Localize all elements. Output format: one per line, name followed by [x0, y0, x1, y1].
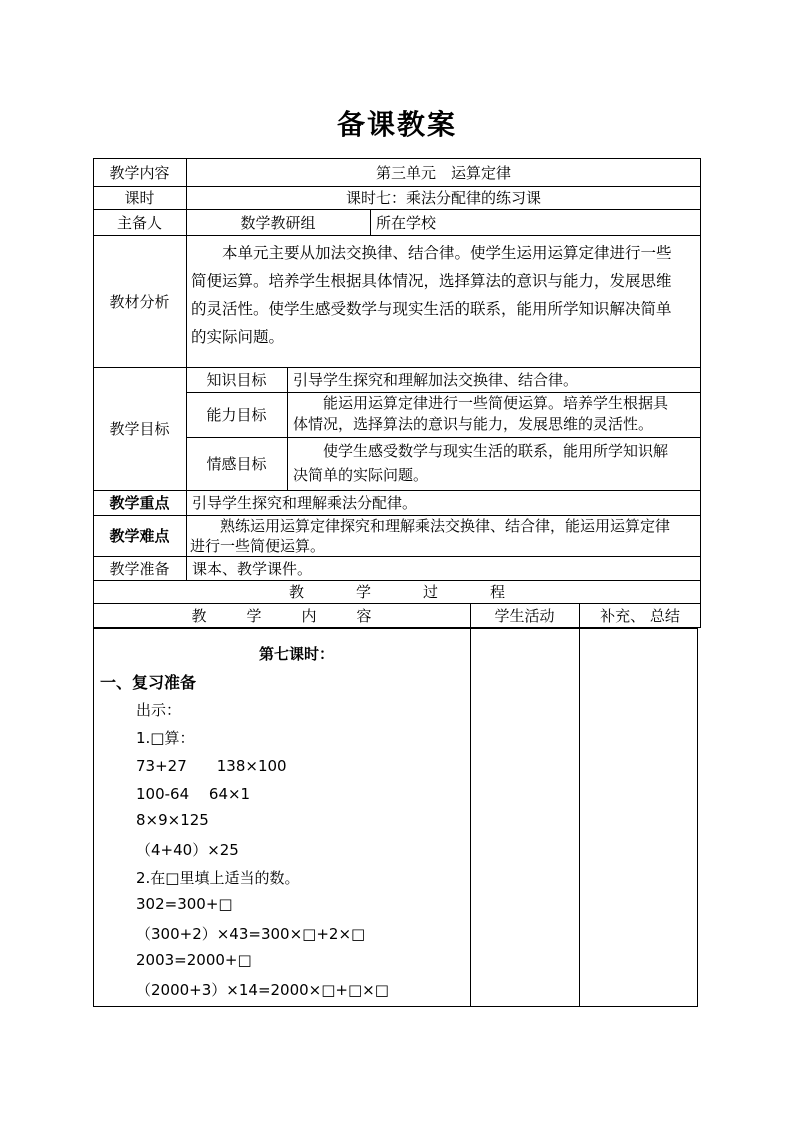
- school-value: [460, 209, 694, 235]
- question-2: 2.在□里填上适当的数。: [136, 869, 300, 887]
- exercise-row: （4+40）×25: [136, 841, 239, 859]
- difficulties-text: 熟练运用运算定律探究和理解乘法交换律、结合律，能运用运算定律 进行一些简便运算。: [190, 517, 671, 555]
- period-value: 课时七：乘法分配律的练习课: [345, 189, 541, 207]
- content-label: 教学内容: [109, 163, 170, 182]
- period-label: 课时: [124, 189, 155, 207]
- exercise-row: 302=300+□: [136, 895, 233, 913]
- content-value: 第三单元 运算定律: [375, 163, 511, 182]
- exercise-row: 2003=2000+□: [136, 951, 252, 969]
- exercise-row: 100-64 64×1: [136, 785, 251, 803]
- preparer-value: 数学教研组: [240, 213, 316, 232]
- school-label: 所在学校: [376, 213, 437, 232]
- key-points-label: 教学重点: [109, 494, 170, 512]
- knowledge-goal-label: 知识目标: [206, 371, 267, 389]
- ability-goal-label: 能力目标: [206, 406, 267, 424]
- preparation-text: 课本、教学课件。: [192, 559, 313, 578]
- emotion-goal-label: 情感目标: [206, 455, 267, 473]
- ability-goal-text: 能运用运算定律进行一些简便运算。培养学生根据具 体情况，选择算法的意识与能力，发展思维的灵活性。: [293, 394, 669, 433]
- preparer-label: 主备人: [116, 213, 162, 232]
- lesson-heading: 第七课时：: [259, 645, 335, 663]
- exercise-row: 8×9×125: [136, 811, 209, 829]
- exercise-row: （2000+3）×14=2000×□+□×□: [136, 981, 389, 999]
- preparation-label: 教学准备: [109, 559, 170, 578]
- column-summary: 补充、 总结: [600, 607, 680, 625]
- difficulties-label: 教学难点: [109, 527, 170, 545]
- goals-label: 教学目标: [109, 420, 170, 438]
- section-heading: 一、复习准备: [100, 673, 197, 692]
- exercise-row: 73+27 138×100: [136, 757, 287, 775]
- analysis-text: 本单元主要从加法交换律、结合律。使学生运用运算定律进行一些 简便运算。培养学生根据具体情况，选择算法的意识与能力，发展思维 的灵活性。使学生感受数学与现实生活的联系，能用所学知识解决简单 的实际问题。: [191, 244, 672, 346]
- column-content: 教学内容: [191, 607, 412, 625]
- analysis-label: 教材分析: [109, 292, 170, 311]
- question-1: 1.□算：: [136, 729, 195, 747]
- knowledge-goal-text: 引导学生探究和理解加法交换律、结合律。: [293, 371, 579, 389]
- page-title: 备课教案: [336, 108, 457, 141]
- column-student: 学生活动: [494, 607, 555, 625]
- emotion-goal-text: 使学生感受数学与现实生活的联系，能用所学知识解 决简单的实际问题。: [293, 442, 669, 484]
- exercise-row: （300+2）×43=300×□+2×□: [136, 925, 366, 943]
- process-header: 教学过程: [288, 583, 557, 601]
- key-points-text: 引导学生探究和理解乘法分配律。: [192, 494, 418, 512]
- show-label: 出示：: [136, 701, 182, 719]
